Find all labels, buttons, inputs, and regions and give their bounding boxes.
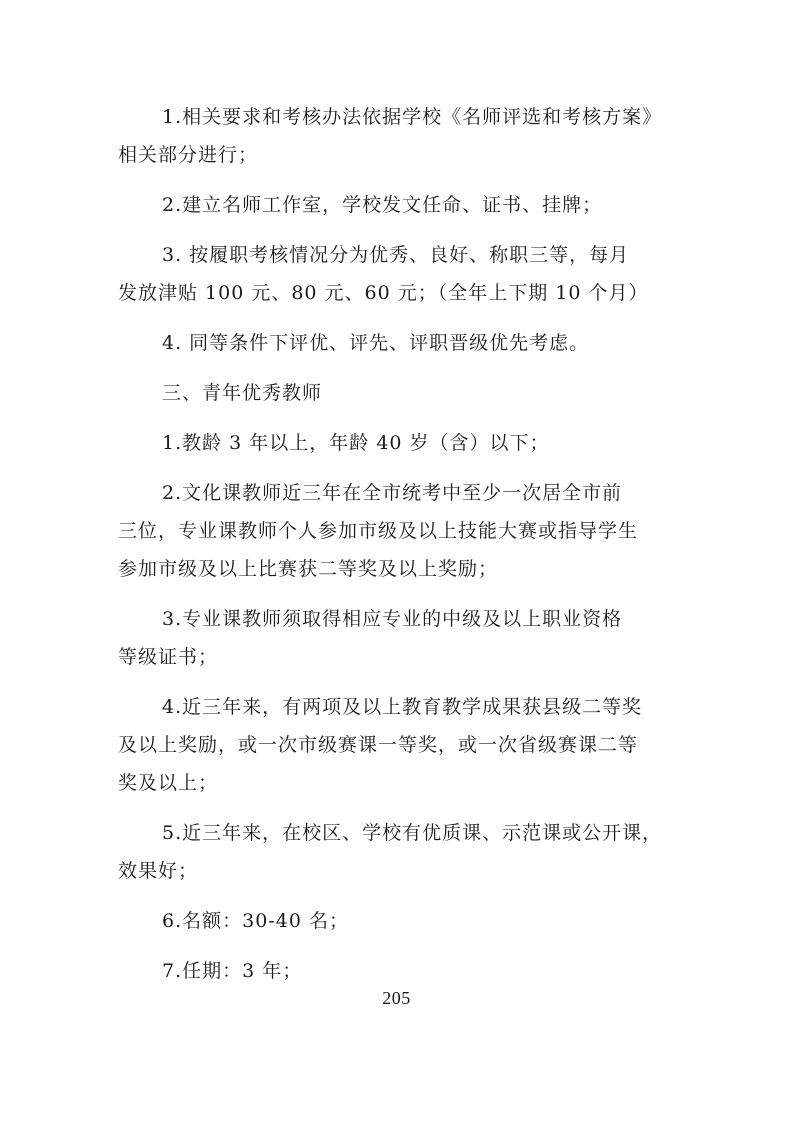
paragraph-1 [118, 98, 698, 174]
text-line: 效果好； [118, 860, 199, 882]
page-number: 205 [382, 988, 411, 1008]
text-line: 4.近三年来，有两项及以上教育教学成果获县级二等奖 [162, 696, 643, 718]
text-line: 奖及以上； [118, 772, 219, 794]
text-line: 6.名额：30-40 名； [162, 910, 349, 932]
text-line: 及以上奖励，或一次市级赛课一等奖，或一次省级赛课二等 [118, 734, 639, 756]
text-line: 2.文化课教师近三年在全市统考中至少一次居全市前 [162, 482, 623, 504]
paragraph-4 [118, 324, 698, 362]
text-line: 3. 按履职考核情况分为优秀、良好、称职三等，每月 [162, 244, 630, 266]
text-line: 等级证书； [118, 646, 219, 668]
paragraph-11 [118, 902, 698, 940]
document-body [118, 98, 698, 1002]
text-line: 2.建立名师工作室，学校发文任命、证书、挂牌； [162, 194, 603, 216]
paragraph-6 [118, 424, 698, 462]
paragraph-8 [118, 600, 698, 676]
text-line: 4. 同等条件下评优、评先、评职晋级优先考虑。 [162, 332, 590, 354]
section-heading-text: 三、青年优秀教师 [162, 382, 323, 404]
paragraph-12 [118, 952, 698, 990]
paragraph-2 [118, 186, 698, 224]
section-heading [118, 374, 698, 412]
paragraph-10 [118, 814, 698, 890]
paragraph-3 [118, 236, 698, 312]
text-line: 3.专业课教师须取得相应专业的中级及以上职业资格 [162, 608, 623, 630]
text-line: 5.近三年来，在校区、学校有优质课、示范课或公开课， [162, 822, 663, 844]
text-line: 发放津贴 100 元、80 元、60 元；（全年上下期 10 个月） [118, 282, 649, 304]
text-line: 三位，专业课教师个人参加市级及以上技能大赛或指导学生 [118, 520, 639, 542]
text-line: 参加市级及以上比赛获二等奖及以上奖励； [118, 558, 499, 580]
text-line: 相关部分进行； [118, 144, 259, 166]
paragraph-7 [118, 474, 698, 588]
text-line: 1.教龄 3 年以上，年龄 40 岁（含）以下； [162, 432, 550, 454]
paragraph-9 [118, 688, 698, 802]
text-line: 1.相关要求和考核办法依据学校《名师评选和考核方案》 [162, 106, 663, 128]
text-line: 7.任期：3 年； [162, 960, 303, 982]
